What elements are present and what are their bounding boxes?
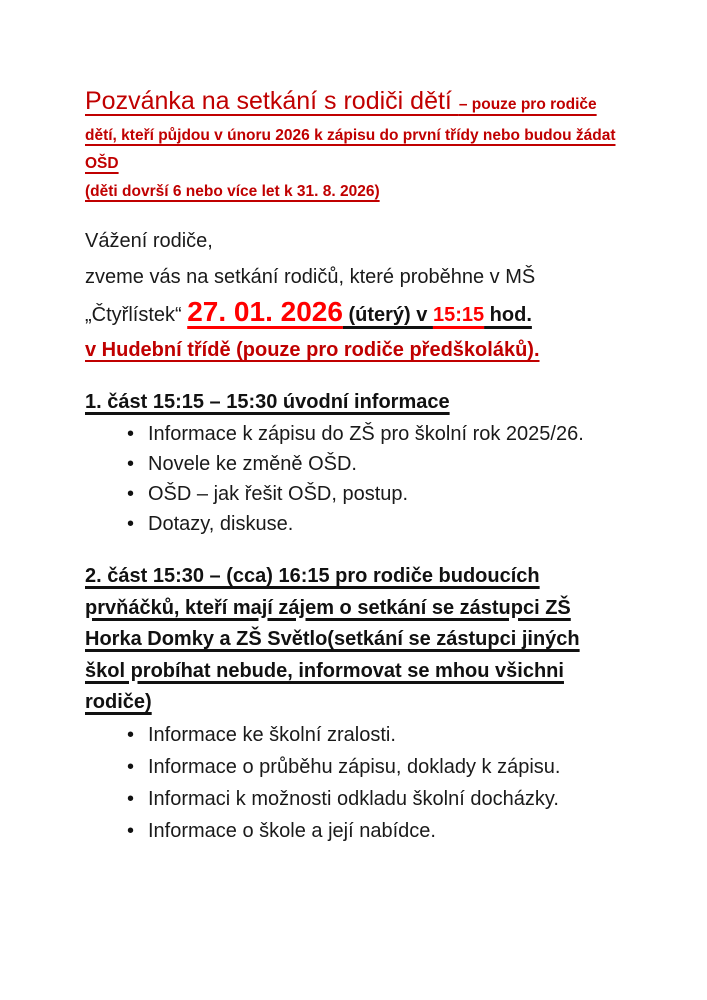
invitation-paragraph xyxy=(85,260,622,367)
list-item: • Informace o průběhu zápisu, doklady k zápisu. xyxy=(148,751,622,783)
meeting-location: v Hudební třídě (pouze pro rodiče předškoláků). xyxy=(85,339,540,361)
list-item: • Novele ke změně OŠD. xyxy=(148,449,622,479)
section2-bullet-list xyxy=(85,719,622,847)
meeting-time: 15:15 xyxy=(432,304,485,326)
title-main-text: Pozvánka na setkání s rodiči dětí xyxy=(85,87,459,115)
section1-heading: 1. část 15:15 – 15:30 úvodní informace xyxy=(85,391,450,413)
title-line-2: dětí, kteří půjdou v únoru 2026 k zápisu do první třídy nebo budou žádat OŠD xyxy=(85,127,616,172)
salutation: Vážení rodiče, xyxy=(85,230,213,252)
invitation-date-line xyxy=(85,294,622,333)
list-item: • Informace o škole a její nabídce. xyxy=(148,815,622,847)
school-name: „Čtyřlístek“ xyxy=(85,304,188,326)
invitation-line-1: zveme vás na setkání rodičů, které proběhne v MŠ xyxy=(85,266,536,288)
list-item: • Informaci k možnosti odkladu školní docházky. xyxy=(148,783,622,815)
meeting-time-suffix: hod. xyxy=(484,304,532,326)
section1-bullet-list xyxy=(85,419,622,539)
title-line-1 xyxy=(85,84,622,122)
section2-heading: 2. část 15:30 – (cca) 16:15 pro rodiče budoucích prvňáčků, kteří mají zájem o setkání se zástupci ZŠ Horka Domky a ZŠ Světlo(setkání se zástupci jiných škol probíhat nebude, informovat se mhou všichni rodiče) xyxy=(85,565,580,713)
list-item: • Dotazy, diskuse. xyxy=(148,509,622,539)
document-title xyxy=(85,84,622,206)
meeting-date: 27. 01. 2026 xyxy=(187,296,343,327)
title-suffix-text: – pouze pro rodiče xyxy=(458,96,597,113)
meeting-day: (úterý) v xyxy=(342,304,433,326)
list-item: • Informace ke školní zralosti. xyxy=(148,719,622,751)
list-item: • OŠD – jak řešit OŠD, postup. xyxy=(148,479,622,509)
list-item: • Informace k zápisu do ZŠ pro školní rok 2025/26. xyxy=(148,419,622,449)
title-line-3: (děti dovrší 6 nebo více let k 31. 8. 2026) xyxy=(85,183,380,200)
